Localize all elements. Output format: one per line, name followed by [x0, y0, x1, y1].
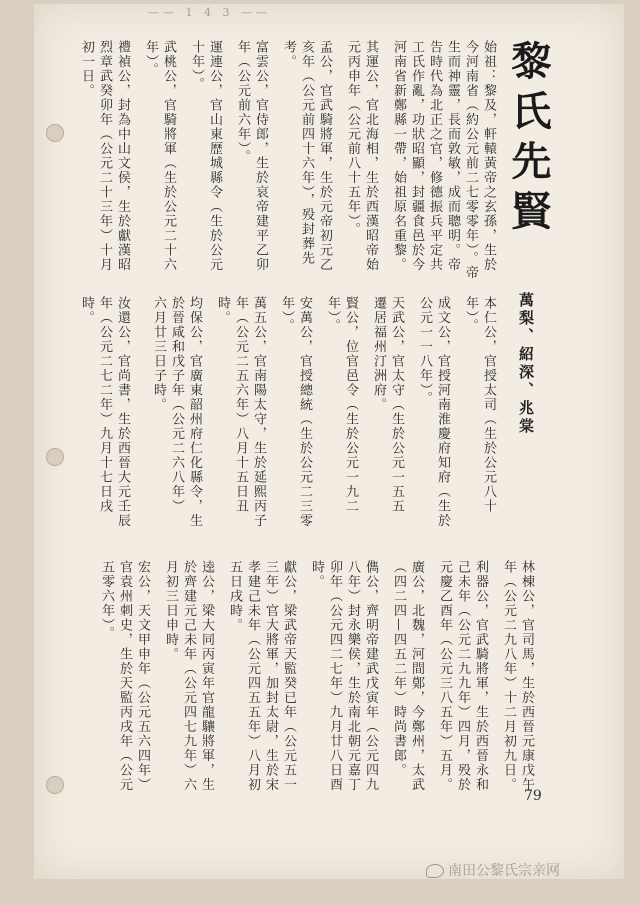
text-column: 林棟公，官司馬，生於西晉元康戊午 [519, 560, 534, 792]
text-column: 今河南省（約公元前二七零零年）。帝 [463, 40, 478, 280]
text-column: 工氏作亂，功狀昭顯，封疆食邑於今 [409, 40, 424, 272]
text-column: 本仁公，官授太司（生於公元八十 [481, 296, 496, 514]
page-number: 79 [524, 788, 542, 804]
text-column: 孟公，官武騎將軍，生於元帝初元乙 [317, 40, 332, 272]
text-column: 賢公，位官邑令（生於公元一九二 [343, 296, 358, 514]
text-column: 年（公元二九八年）十二月初九日。 [501, 560, 516, 792]
text-column: 生而神靈，長而敦敏，成而聰明。帝 [445, 40, 460, 272]
text-column: 成文公，官授河南淮慶府知府（生於 [435, 296, 450, 528]
watermark-text: 南田公黎氏宗亲网 [448, 863, 560, 879]
text-column: 年）。 [463, 296, 478, 333]
punch-hole [46, 776, 64, 794]
chat-bubble-icon [426, 864, 444, 878]
page-title: 黎氏先賢 [505, 40, 552, 240]
text-column: 五零六年）。 [99, 560, 114, 641]
text-column: 逵公，梁大同丙寅年官龍驤將軍，生 [199, 560, 214, 792]
text-column: 於晉咸和戊子年（公元二六八年） [169, 296, 184, 514]
text-column: 始祖：黎及，軒轅黃帝之玄孫，生於 [481, 40, 496, 272]
text-column: 初一日。 [79, 40, 94, 98]
text-column: 河南省新鄭縣一帶，始祖原名重黎。 [391, 40, 406, 272]
text-column: 年）。 [325, 296, 340, 333]
text-column: 亥年（公元前四十六年），殁封葬先 [299, 40, 314, 266]
text-column: 告時代為北正之官，修德振兵平定共 [427, 40, 442, 272]
text-column: 烈章武癸卯年（公元二十三年）十月 [97, 40, 112, 272]
text-column: 獻公，梁武帝天監癸已年（公元五一 [281, 560, 296, 792]
text-column: 富雲公，官侍郎，生於哀帝建平乙卯 [253, 40, 268, 272]
text-column: 利器公，官武騎將軍，生於西晉永和 [473, 560, 488, 792]
text-column: 元慶乙酉年（公元三八五年）五月。 [437, 560, 452, 792]
text-column: 六月廿三日子時。 [151, 296, 166, 412]
text-column: 其運公，官北海相，生於西漢昭帝始 [363, 40, 378, 272]
text-column: 萬五公，官南陽太守，生於延熙丙子 [251, 296, 266, 528]
text-column: 遷居福州汀洲府。 [371, 296, 386, 412]
text-column: 孝建己未年（公元四五五年）八月初 [245, 560, 260, 792]
text-column: 時。 [79, 296, 94, 325]
text-column: 年）。 [143, 40, 158, 77]
text-column: 年）。 [279, 296, 294, 333]
text-column: 公元一一八年）。 [417, 296, 432, 406]
text-column: 元丙申年（公元前八十五年）。 [345, 40, 360, 237]
text-column: 時。 [309, 560, 324, 589]
text-column: 八年）封永樂侯，生於南北朝元嘉丁 [345, 560, 360, 792]
text-column: 廣公，北魏，河間鄚，今鄭州，太武 [409, 560, 424, 792]
text-column: 宏公，天文甲申年（公元五六四年） [135, 560, 150, 792]
text-column: 三年）官大將軍，加封太尉，生於宋 [263, 560, 278, 792]
text-column: 卯年（公元四二七年）九月廿八日酉 [327, 560, 342, 792]
text-column: 五日戌時。 [227, 560, 242, 633]
text-column: 禮禎公，封為中山文侯，生於獻漢昭 [115, 40, 130, 272]
text-column: 儁公，齊明帝建武戊寅年（公元四九 [363, 560, 378, 792]
punch-hole [46, 448, 64, 466]
text-column: 天武公，官太守（生於公元一五五 [389, 296, 404, 514]
text-column: 時。 [215, 296, 230, 325]
text-column: 考。 [281, 40, 296, 69]
text-column: 安萬公，官授總統（生於公元二三零 [297, 296, 312, 528]
text-column: 年（公元二七二年）九月十七日戌 [97, 296, 112, 514]
text-column: 年（公元二五六年）八月十五日丑 [233, 296, 248, 514]
text-column: 己未年（公元二九九年）四月，殁於 [455, 560, 470, 792]
watermark [426, 860, 560, 880]
page-subtitle: 萬梨、紹深、兆棠 [517, 292, 535, 436]
text-column: 十年）。 [189, 40, 204, 92]
text-column: 於齊建元己未年（公元四七九年）六 [181, 560, 196, 792]
text-column: 均保公，官廣東韶州府仁化縣令，生 [187, 296, 202, 528]
text-column: （四二四—四五二年）時尚書郎。 [391, 560, 406, 778]
punch-hole [46, 124, 64, 142]
text-column: 年（公元前六年）。 [235, 40, 250, 164]
text-column: 汝還公，官尚書，生於西晉大元壬辰 [115, 296, 130, 528]
margin-scribble: —— 1 4 3 —— [148, 6, 271, 19]
text-column: 月初三日申時。 [163, 560, 178, 662]
text-column: 官袁州刺史，生於天監丙戌年（公元 [117, 560, 132, 792]
text-column: 武桃公，官騎將軍（生於公元二十六 [161, 40, 176, 272]
text-column: 運連公，官山東歷城縣令（生於公元 [207, 40, 222, 272]
